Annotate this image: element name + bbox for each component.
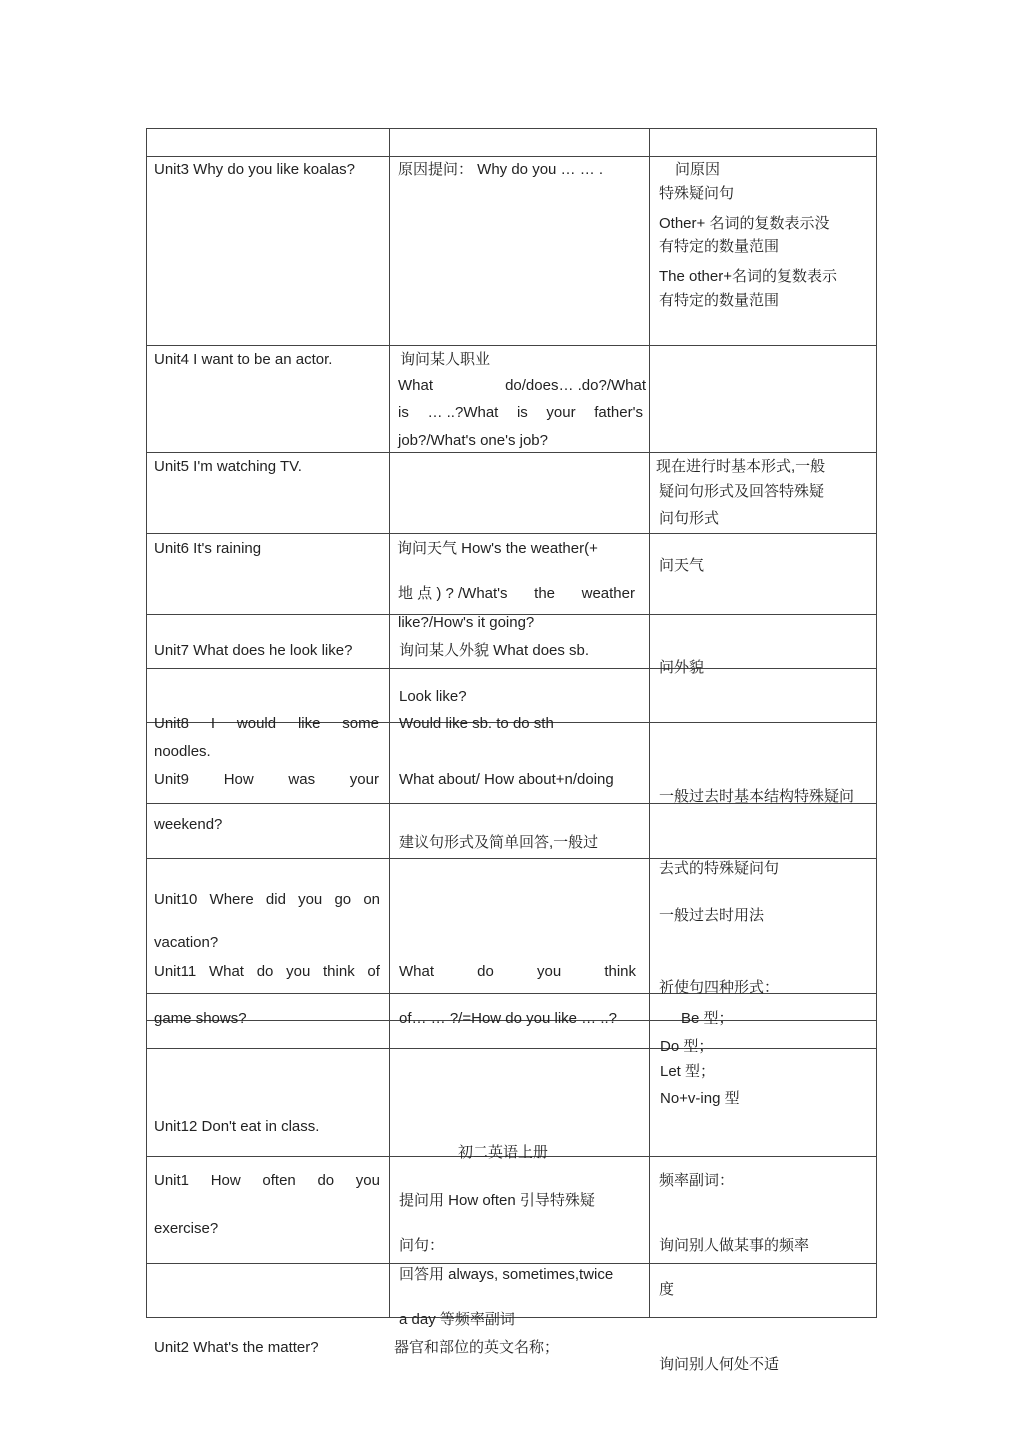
unit-title	[0, 0, 1, 1]
table-rule	[146, 345, 877, 346]
unit-word: was	[288, 771, 316, 788]
note-text: 一般过去时基本结构特殊疑问	[659, 788, 855, 805]
unit-title: Unit12 Don't eat in class.	[154, 1118, 320, 1135]
note-text: 问外貌	[659, 659, 705, 676]
unit-title	[0, 0, 1, 1]
unit-word: Unit9	[154, 771, 190, 788]
note-text: 问天气	[659, 557, 705, 574]
pattern-text	[0, 0, 1, 1]
unit-word: often	[262, 1172, 296, 1189]
unit-title	[154, 715, 379, 733]
pattern-word: … ..?What	[427, 404, 499, 421]
unit-title: Unit2 What's the matter?	[154, 1339, 319, 1356]
unit-title: exercise?	[154, 1220, 219, 1237]
unit-word: Unit1	[154, 1172, 190, 1189]
unit-title: noodles.	[154, 743, 211, 760]
unit-word: go	[334, 891, 352, 908]
pattern-word: the	[534, 585, 556, 602]
unit-title	[154, 891, 380, 909]
note-text: No+v-ing 型	[660, 1090, 740, 1107]
table-rule	[146, 1263, 877, 1264]
unit-word: you	[298, 891, 323, 908]
unit-title: Unit6 It's raining	[154, 540, 262, 557]
table-rule	[649, 128, 650, 1317]
pattern-text: a day 等频率副词	[399, 1311, 515, 1328]
unit-title: game shows?	[154, 1010, 247, 1027]
unit-word: on	[363, 891, 380, 908]
table-rule	[146, 156, 877, 157]
pattern-text: What about/ How about+n/doing	[399, 771, 614, 788]
pattern-text: 器官和部位的英文名称；	[394, 1339, 560, 1356]
pattern-word: weather	[581, 585, 635, 602]
note-text: 一般过去时用法	[659, 907, 765, 924]
table-rule	[876, 128, 877, 1317]
unit-word: I	[210, 715, 216, 732]
unit-title	[0, 0, 1, 1]
unit-word: some	[342, 715, 379, 732]
unit-word: Unit10	[154, 891, 198, 908]
pattern-text	[398, 377, 646, 395]
note-text: 疑问句形式及回答特殊疑	[659, 483, 825, 500]
unit-title: Unit5 I'm watching TV.	[154, 458, 302, 475]
table-rule	[146, 1048, 877, 1049]
note-text: Do 型；	[660, 1038, 714, 1055]
unit-title	[154, 1172, 380, 1190]
unit-word: What	[208, 963, 244, 980]
pattern-word: is	[398, 404, 409, 421]
pattern-text: 建议句形式及简单回答,一般过	[399, 834, 599, 851]
table-rule	[389, 128, 390, 1317]
unit-word: did	[265, 891, 286, 908]
note-text: 询问别人做某事的频率	[659, 1237, 810, 1254]
note-text: 有特定的数量范围	[659, 238, 780, 255]
unit-word: you	[355, 1172, 380, 1189]
unit-word: think	[323, 963, 355, 980]
section-heading: 初二英语上册	[458, 1144, 549, 1161]
unit-title	[0, 0, 1, 1]
note-text: Other+ 名词的复数表示没	[659, 215, 830, 232]
unit-title: Unit3 Why do you like koalas?	[154, 161, 355, 178]
unit-word: do	[317, 1172, 335, 1189]
note-text: 度	[659, 1281, 675, 1298]
unit-title	[0, 0, 1, 1]
table-rule	[146, 533, 877, 534]
pattern-text: 询问天气 How's the weather(+	[397, 540, 598, 557]
note-text: 去式的特殊疑问句	[659, 860, 780, 877]
pattern-text	[398, 404, 643, 422]
unit-word: Unit8	[154, 715, 190, 732]
unit-word: you	[286, 963, 311, 980]
unit-title	[154, 771, 379, 789]
pattern-text: of… … ?/=How do you like … ..?	[399, 1010, 618, 1027]
pattern-word: is	[516, 404, 528, 421]
table-rule	[146, 452, 877, 453]
unit-title: vacation?	[154, 934, 219, 951]
pattern-word: What	[399, 963, 435, 980]
pattern-text: 原因提问： Why do you … … .	[398, 161, 604, 178]
pattern-text: job?/What's one's job?	[398, 432, 548, 449]
pattern-text: Would like sb. to do sth	[399, 715, 554, 732]
table-rule	[146, 668, 877, 669]
unit-title: Unit4 I want to be an actor.	[154, 351, 333, 368]
pattern-text: 回答用 always, sometimes,twice	[399, 1266, 614, 1283]
pattern-text	[399, 963, 636, 981]
pattern-word: think	[604, 963, 636, 980]
table-rule	[146, 128, 877, 129]
note-text: Be 型；	[681, 1010, 734, 1027]
note-text: 频率副词：	[659, 1172, 735, 1189]
note-text: 祈使句四种形式：	[659, 979, 780, 996]
note-text: 问句形式	[659, 510, 720, 527]
pattern-word: do/does… .do?/What	[505, 377, 646, 394]
pattern-text: 提问用 How often 引导特殊疑	[399, 1192, 595, 1209]
unit-title	[154, 963, 380, 981]
pattern-word: your	[546, 404, 576, 421]
unit-word: How	[223, 771, 254, 788]
note-text: 现在进行时基本形式,一般	[656, 458, 826, 475]
pattern-text	[0, 0, 1, 1]
unit-title: Unit7 What does he look like?	[154, 642, 353, 659]
unit-word: like	[297, 715, 321, 732]
pattern-word: 地 点 ) ? /What's	[398, 585, 508, 602]
pattern-text: 询问某人外貌 What does sb.	[399, 642, 590, 659]
pattern-word: What	[398, 377, 434, 394]
table-rule	[146, 128, 147, 1317]
pattern-text: 问句：	[399, 1237, 445, 1254]
pattern-text: like?/How's it going?	[398, 614, 535, 631]
unit-word: of	[367, 963, 380, 980]
pattern-text	[398, 585, 635, 603]
unit-word: Where	[209, 891, 254, 908]
note-text: 有特定的数量范围	[659, 292, 780, 309]
unit-title: weekend?	[154, 816, 223, 833]
note-text: The other+名词的复数表示	[659, 268, 837, 285]
pattern-text	[0, 0, 1, 1]
note-text: 特殊疑问句	[659, 185, 735, 202]
pattern-word: father's	[594, 404, 643, 421]
unit-word: would	[236, 715, 277, 732]
note-text: 问原因	[675, 161, 721, 178]
pattern-text	[0, 0, 1, 1]
unit-word: do	[256, 963, 274, 980]
note-text: 询问别人何处不适	[659, 1356, 780, 1373]
pattern-text: 询问某人职业	[400, 351, 491, 368]
pattern-word: do	[477, 963, 494, 980]
unit-word: How	[210, 1172, 241, 1189]
pattern-word: you	[536, 963, 562, 980]
pattern-text: Look like?	[399, 688, 467, 705]
note-text: Let 型；	[660, 1063, 716, 1080]
table-rule	[146, 858, 877, 859]
unit-word: Unit11	[154, 963, 197, 980]
unit-word: your	[349, 771, 379, 788]
